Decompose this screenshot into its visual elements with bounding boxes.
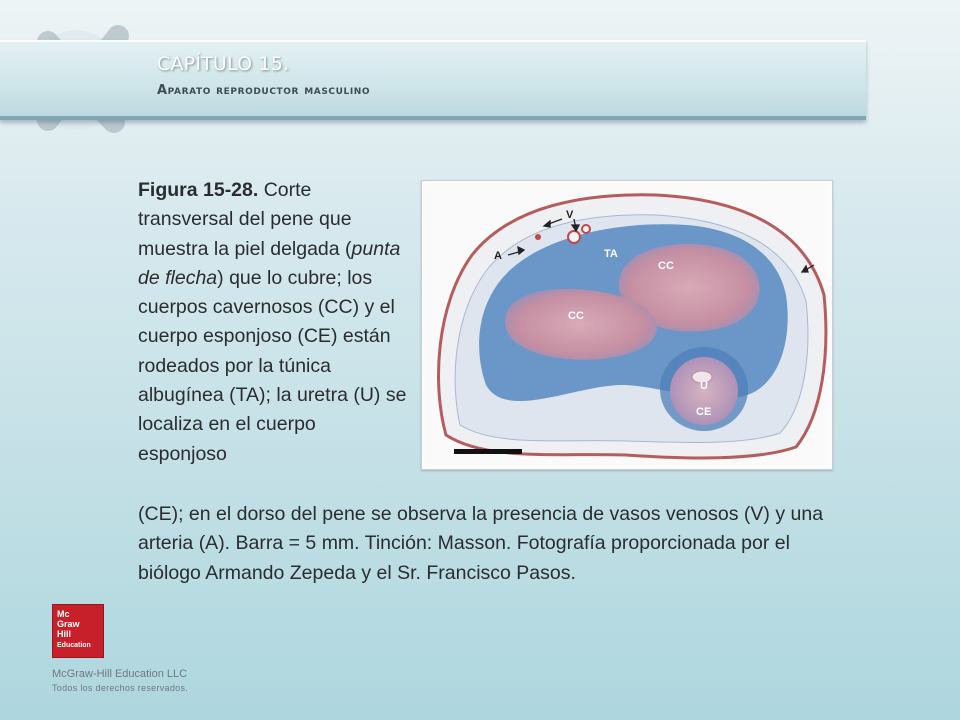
logo-line-4: Education: [57, 642, 91, 649]
logo-line-3: Hill: [57, 629, 72, 639]
figure-caption-bottom: (CE); en el dorso del pene se observa la presencia de vasos venosos (V) y una arteria (A). Barra = 5 mm. Tinción: Masson. Fotografía proporcionada por el biólogo Armando Zepeda y el Sr. Francisco Pasos.: [138, 503, 824, 584]
caption-italic: punta de flecha: [138, 237, 401, 289]
label-u: U: [700, 380, 708, 392]
label-cc-upper: CC: [658, 260, 674, 272]
header-band: [0, 40, 866, 120]
label-ta: TA: [604, 248, 618, 260]
logo-line-1: Mc: [57, 609, 70, 619]
caption-text-2: ) que lo cubre; los cuerpos cavernosos (CC) y el cuerpo esponjoso (CE) están rodeados por la túnica albugínea (TA); la uretra (U) se localiza en el cuerpo esponjoso: [138, 266, 407, 465]
header-highlight: [0, 40, 866, 42]
label-v: V: [566, 209, 574, 221]
micrograph-frame: [421, 180, 833, 470]
figure-label: Figura 15-28.: [138, 179, 259, 201]
chapter-title: CAPÍTULO 15.: [157, 53, 290, 75]
rights-notice: Todos los derechos reservados.: [52, 683, 189, 693]
label-ce: CE: [696, 406, 712, 418]
logo-line-2: Graw: [57, 619, 80, 629]
publisher-name: McGraw-Hill Education LLC: [52, 668, 188, 680]
micrograph: [426, 185, 828, 465]
label-cc-lower: CC: [568, 310, 584, 322]
mcgraw-hill-logo: [52, 604, 104, 658]
figure-caption-top: [138, 176, 408, 469]
label-a: A: [494, 250, 502, 262]
chapter-subtitle: Aparato reproductor masculino: [157, 83, 371, 98]
caption-text-1: Corte transversal del pene que muestra la piel delgada (: [138, 179, 352, 260]
